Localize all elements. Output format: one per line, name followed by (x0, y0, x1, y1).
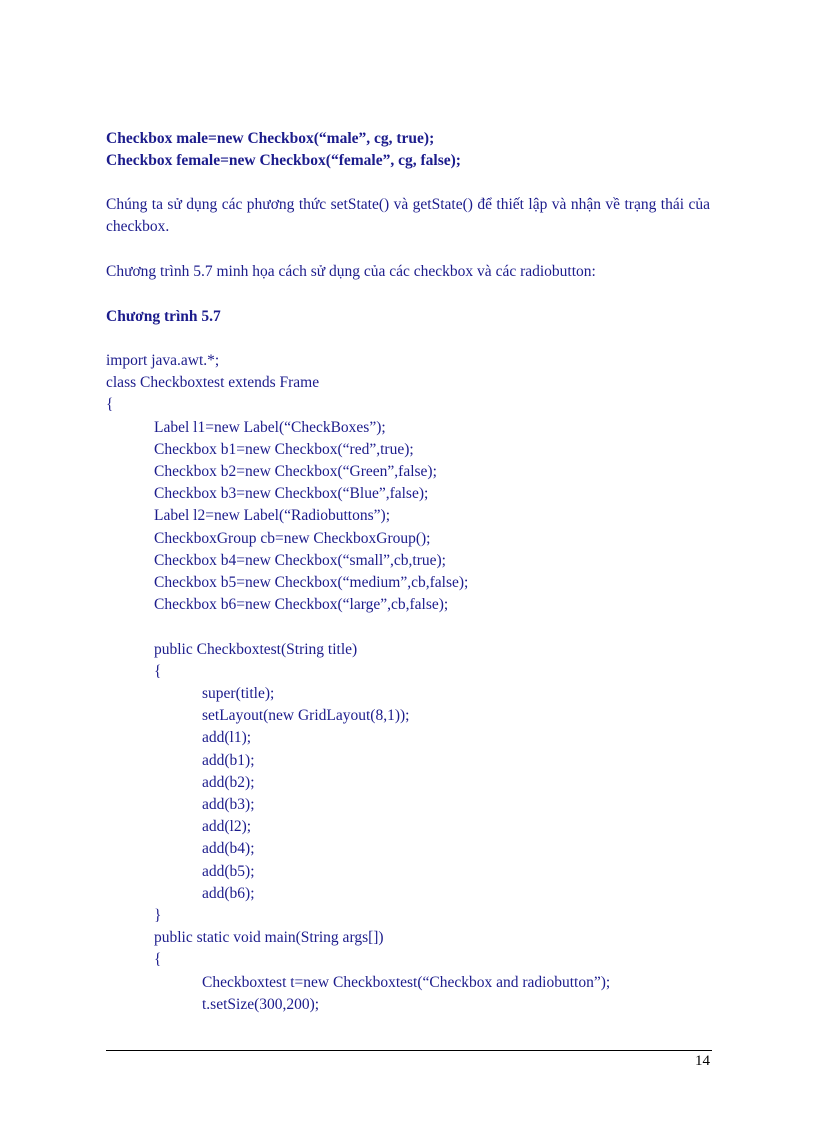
page-number: 14 (695, 1053, 710, 1069)
body-paragraph: Chúng ta sử dụng các phương thức setState() và getState() để thiết lập và nhận về trạng thái của checkbox. (106, 196, 710, 235)
code-line: Label l2=new Label(“Radiobuttons”); (154, 507, 390, 525)
code-line: Checkbox b2=new Checkbox(“Green”,false); (154, 463, 437, 480)
code-line: { (154, 662, 162, 680)
code-line: add(b2); (202, 773, 255, 791)
code-line: Checkbox b1=new Checkbox(“red”,true); (154, 440, 414, 458)
code-line: add(b3); (202, 796, 255, 813)
code-line: Checkboxtest t=new Checkboxtest(“Checkbox and radiobutton”); (202, 973, 611, 991)
code-line: t.setSize(300,200); (202, 995, 320, 1013)
code-line: { (154, 951, 162, 969)
footer-rule (106, 1050, 712, 1051)
code-line: } (154, 907, 162, 924)
code-line: add(b5); (202, 862, 255, 880)
program-heading: Chương trình 5.7 (106, 308, 221, 325)
code-line: Checkbox b6=new Checkbox(“large”,cb,false); (154, 596, 449, 614)
code-line: setLayout(new GridLayout(8,1)); (202, 707, 410, 725)
code-line: super(title); (202, 685, 275, 702)
code-line: CheckboxGroup cb=new CheckboxGroup(); (154, 529, 431, 547)
code-line: { (106, 396, 114, 414)
body-paragraph: Chương trình 5.7 minh họa cách sử dụng của các checkbox và các radiobutton: (106, 263, 596, 280)
code-line: add(b4); (202, 840, 255, 858)
code-line: import java.awt.*; (106, 352, 220, 369)
code-line: Checkbox b5=new Checkbox(“medium”,cb,false); (154, 574, 469, 591)
code-line: class Checkboxtest extends Frame (106, 374, 320, 392)
code-line: add(l2); (202, 818, 252, 836)
code-line: add(l1); (202, 729, 252, 747)
declaration-line: Checkbox male=new Checkbox(“male”, cg, true); (106, 130, 435, 147)
code-line: public static void main(String args[]) (154, 929, 384, 947)
code-line: Checkbox b4=new Checkbox(“small”,cb,true); (154, 551, 446, 569)
declaration-line: Checkbox female=new Checkbox(“female”, cg, false); (106, 152, 461, 169)
code-line: add(b6); (202, 884, 255, 902)
code-line: add(b1); (202, 751, 255, 769)
code-line: Checkbox b3=new Checkbox(“Blue”,false); (154, 485, 429, 503)
code-line: Label l1=new Label(“CheckBoxes”); (154, 418, 386, 436)
declaration-block (106, 128, 710, 172)
code-line: public Checkboxtest(String title) (154, 640, 358, 658)
